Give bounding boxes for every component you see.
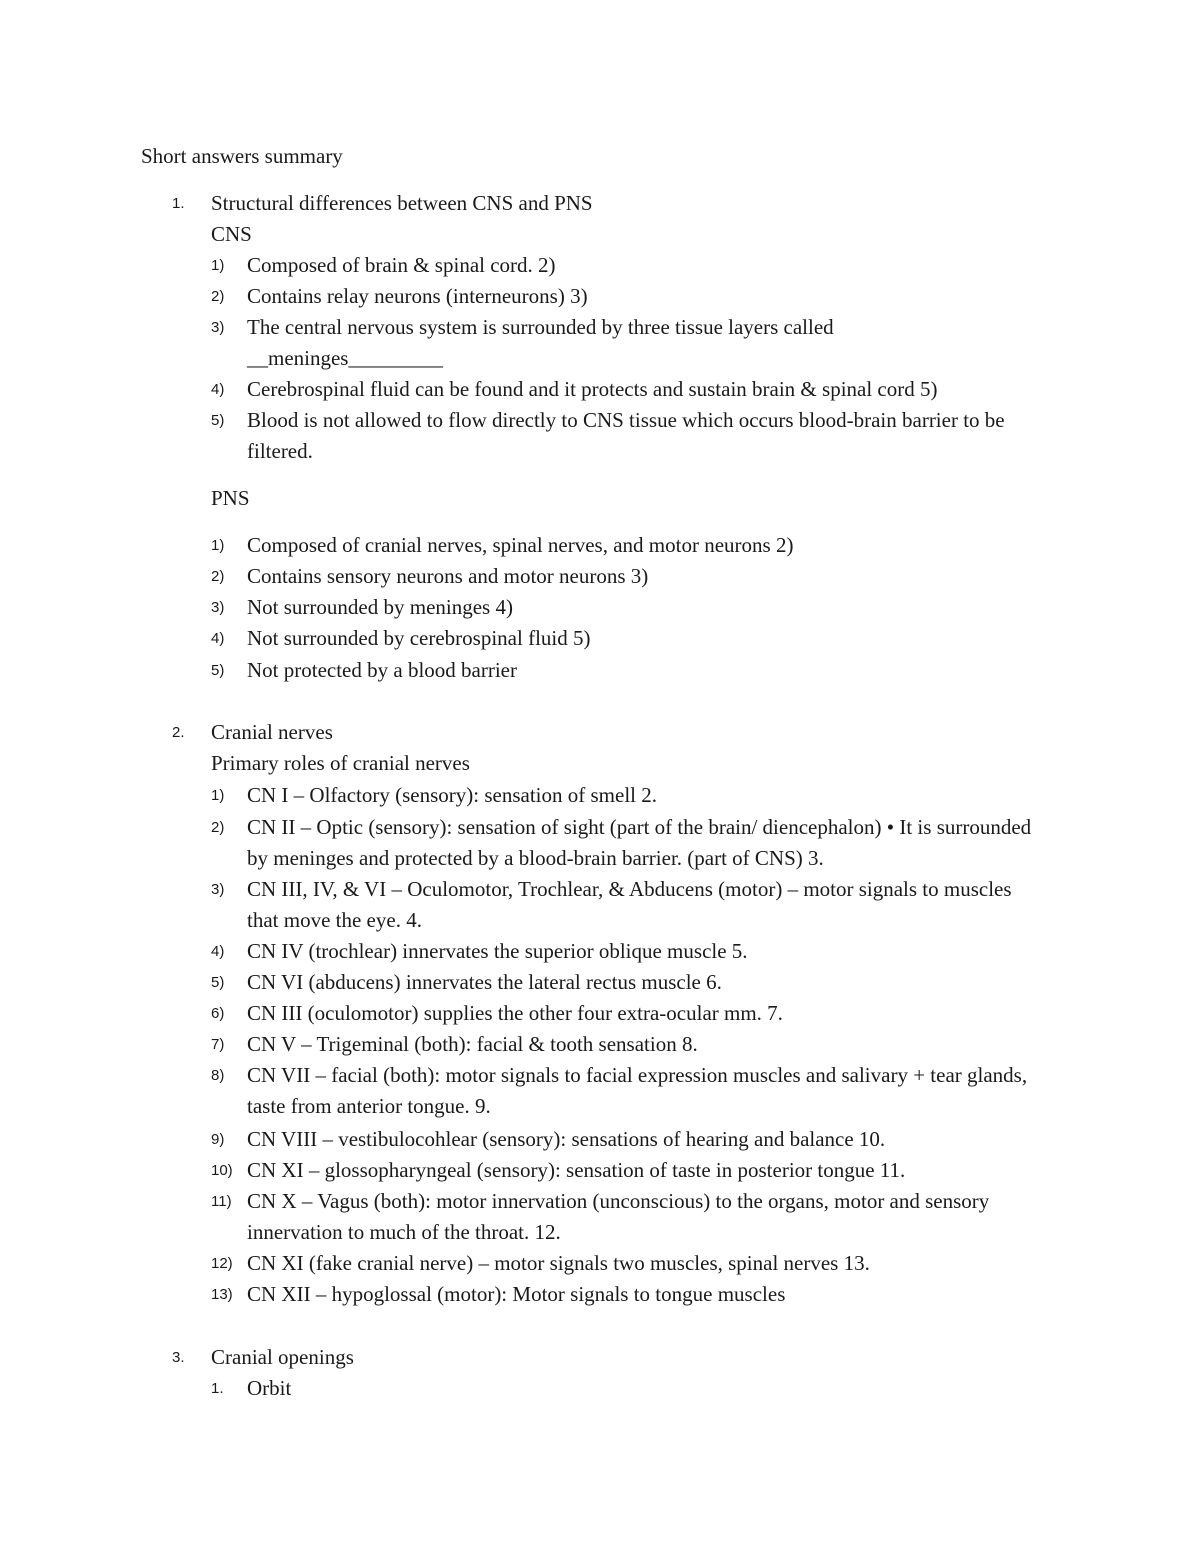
list-item: CN II – Optic (sensory): sensation of sight (part of the brain/ diencephalon) • It is surrounded by meninges and protected by a blood-brain barrier. (part of CNS) 3. bbox=[247, 815, 1032, 870]
list-item: Contains sensory neurons and motor neurons 3) bbox=[247, 564, 649, 588]
list-item: CN III, IV, & VI – Oculomotor, Trochlear, & Abducens (motor) – motor signals to muscles that move the eye. 4. bbox=[247, 877, 1012, 932]
list-item-number: 4) bbox=[211, 943, 225, 960]
list-item-number: 1. bbox=[211, 1380, 224, 1397]
list-item: Contains relay neurons (interneurons) 3) bbox=[247, 284, 588, 308]
list-item-number: 12) bbox=[211, 1255, 233, 1272]
section-heading: Cranial nerves bbox=[211, 720, 333, 744]
section-heading: Cranial openings bbox=[211, 1345, 354, 1369]
section-heading: Structural differences between CNS and PNS bbox=[211, 191, 593, 215]
list-item-number: 6) bbox=[211, 1005, 225, 1022]
list-item-number: 7) bbox=[211, 1036, 225, 1053]
list-item-number: 5) bbox=[211, 974, 225, 991]
list-item: Blood is not allowed to flow directly to CNS tissue which occurs blood-brain barrier to be filtered. bbox=[247, 408, 1005, 463]
list-item-number: 9) bbox=[211, 1131, 225, 1148]
cns-label: CNS bbox=[211, 222, 252, 246]
section-subheading: Primary roles of cranial nerves bbox=[211, 751, 470, 775]
list-item-number: 1) bbox=[211, 257, 225, 274]
list-item-number: 3) bbox=[211, 319, 225, 336]
list-item: CN VII – facial (both): motor signals to facial expression muscles and salivary + tear glands, taste from anterior tongue. 9. bbox=[247, 1063, 1028, 1118]
list-item-number: 1) bbox=[211, 537, 225, 554]
list-item-number: 10) bbox=[211, 1162, 233, 1179]
list-item: Not protected by a blood barrier bbox=[247, 658, 517, 682]
list-item: Not surrounded by meninges 4) bbox=[247, 595, 513, 619]
list-item: The central nervous system is surrounded by three tissue layers called __meninges_________ bbox=[247, 315, 834, 370]
list-item-number: 4) bbox=[211, 630, 225, 647]
list-item-number: 4) bbox=[211, 381, 225, 398]
list-item: Orbit bbox=[247, 1376, 292, 1400]
list-item: CN XI – glossopharyngeal (sensory): sensation of taste in posterior tongue 11. bbox=[247, 1158, 906, 1182]
list-item-number: 8) bbox=[211, 1067, 225, 1084]
list-item: CN XI (fake cranial nerve) – motor signals two muscles, spinal nerves 13. bbox=[247, 1251, 870, 1275]
list-item-number: 1) bbox=[211, 787, 225, 804]
document-title: Short answers summary bbox=[141, 144, 343, 168]
list-item-number: 5) bbox=[211, 412, 225, 429]
list-item: CN III (oculomotor) supplies the other four extra-ocular mm. 7. bbox=[247, 1001, 783, 1025]
list-item-number: 2) bbox=[211, 568, 225, 585]
list-item: CN IV (trochlear) innervates the superior oblique muscle 5. bbox=[247, 939, 748, 963]
pns-label: PNS bbox=[211, 486, 250, 510]
list-item: Composed of brain & spinal cord. 2) bbox=[247, 253, 556, 277]
section-number: 3. bbox=[172, 1349, 185, 1366]
list-item: CN VI (abducens) innervates the lateral rectus muscle 6. bbox=[247, 970, 722, 994]
list-item: Cerebrospinal fluid can be found and it protects and sustain brain & spinal cord 5) bbox=[247, 377, 938, 401]
list-item: Composed of cranial nerves, spinal nerves, and motor neurons 2) bbox=[247, 533, 794, 557]
list-item-number: 3) bbox=[211, 599, 225, 616]
list-item: CN XII – hypoglossal (motor): Motor signals to tongue muscles bbox=[247, 1282, 786, 1306]
list-item: CN VIII – vestibulocohlear (sensory): sensations of hearing and balance 10. bbox=[247, 1127, 886, 1151]
list-item: CN X – Vagus (both): motor innervation (unconscious) to the organs, motor and sensory innervation to much of the throat. 12. bbox=[247, 1189, 990, 1244]
list-item-number: 11) bbox=[211, 1193, 232, 1210]
list-item-number: 2) bbox=[211, 288, 225, 305]
list-item: Not surrounded by cerebrospinal fluid 5) bbox=[247, 626, 591, 650]
list-item-number: 2) bbox=[211, 819, 225, 836]
list-item-number: 5) bbox=[211, 662, 225, 679]
list-item: CN I – Olfactory (sensory): sensation of smell 2. bbox=[247, 783, 658, 807]
section-number: 1. bbox=[172, 195, 185, 212]
list-item-number: 3) bbox=[211, 881, 225, 898]
section-number: 2. bbox=[172, 724, 185, 741]
list-item-number: 13) bbox=[211, 1286, 233, 1303]
list-item: CN V – Trigeminal (both): facial & tooth sensation 8. bbox=[247, 1032, 698, 1056]
